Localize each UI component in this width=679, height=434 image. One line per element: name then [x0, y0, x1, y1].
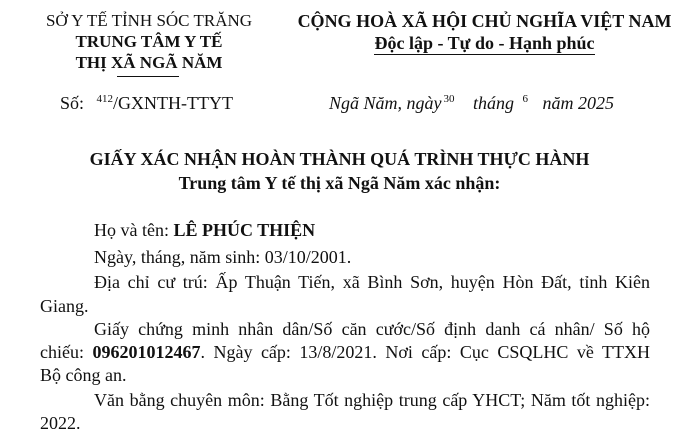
field-id-line3: Bộ công an.	[40, 365, 127, 385]
reference-label: Số:	[60, 93, 85, 113]
name-label: Họ và tên:	[94, 220, 169, 240]
agency-name-line2: THỊ XÃ NGÃ NĂM	[75, 53, 223, 72]
issue-date	[329, 93, 614, 114]
reference-code: /GXNTH-TTYT	[113, 93, 233, 113]
date-month-label: tháng	[473, 93, 515, 113]
reference-number-value: 412	[96, 93, 114, 105]
national-title: CỘNG HOÀ XÃ HỘI CHỦ NGHĨA VIỆT NAM	[297, 11, 672, 31]
reference-number	[60, 93, 233, 114]
field-id-line1: Giấy chứng minh nhân dân/Số căn cước/Số định danh cá nhân/ Số hộ	[94, 319, 650, 339]
id-number: 096201012467	[92, 342, 201, 362]
field-id-line2	[40, 341, 650, 363]
agency-name-line1: TRUNG TÂM Y TẾ	[75, 32, 223, 51]
id-prefix: chiếu:	[40, 342, 84, 362]
field-address-line2: Giang.	[40, 296, 89, 316]
national-motto-text: Độc lập - Tự do - Hạnh phúc	[374, 33, 595, 53]
date-day: 30	[443, 93, 455, 105]
field-dob: Ngày, tháng, năm sinh: 03/10/2001.	[94, 247, 352, 267]
field-name	[94, 219, 315, 241]
date-place: Ngã Năm, ngày	[329, 93, 442, 113]
name-value: LÊ PHÚC THIỆN	[173, 220, 316, 240]
field-degree-line2: 2022.	[40, 413, 81, 433]
document-subtitle: Trung tâm Y tế thị xã Ngã Năm xác nhận:	[178, 173, 501, 193]
national-motto	[290, 33, 679, 54]
field-degree-line1: Văn bằng chuyên môn: Bằng Tốt nghiệp trung cấp YHCT; Năm tốt nghiệp:	[94, 390, 650, 410]
field-address-line1: Địa chỉ cư trú: Ấp Thuận Tiến, xã Bình Sơn, huyện Hòn Đất, tỉnh Kiên	[94, 272, 650, 292]
date-year: năm 2025	[542, 93, 615, 113]
agency-underline	[117, 76, 179, 77]
date-month: 6	[522, 93, 529, 105]
agency-parent: SỞ Y TẾ TỈNH SÓC TRĂNG	[45, 11, 253, 30]
document-title: GIẤY XÁC NHẬN HOÀN THÀNH QUÁ TRÌNH THỰC HÀNH	[89, 149, 590, 169]
id-suffix: . Ngày cấp: 13/8/2021. Nơi cấp: Cục CSQLHC về TTXH	[200, 342, 651, 362]
